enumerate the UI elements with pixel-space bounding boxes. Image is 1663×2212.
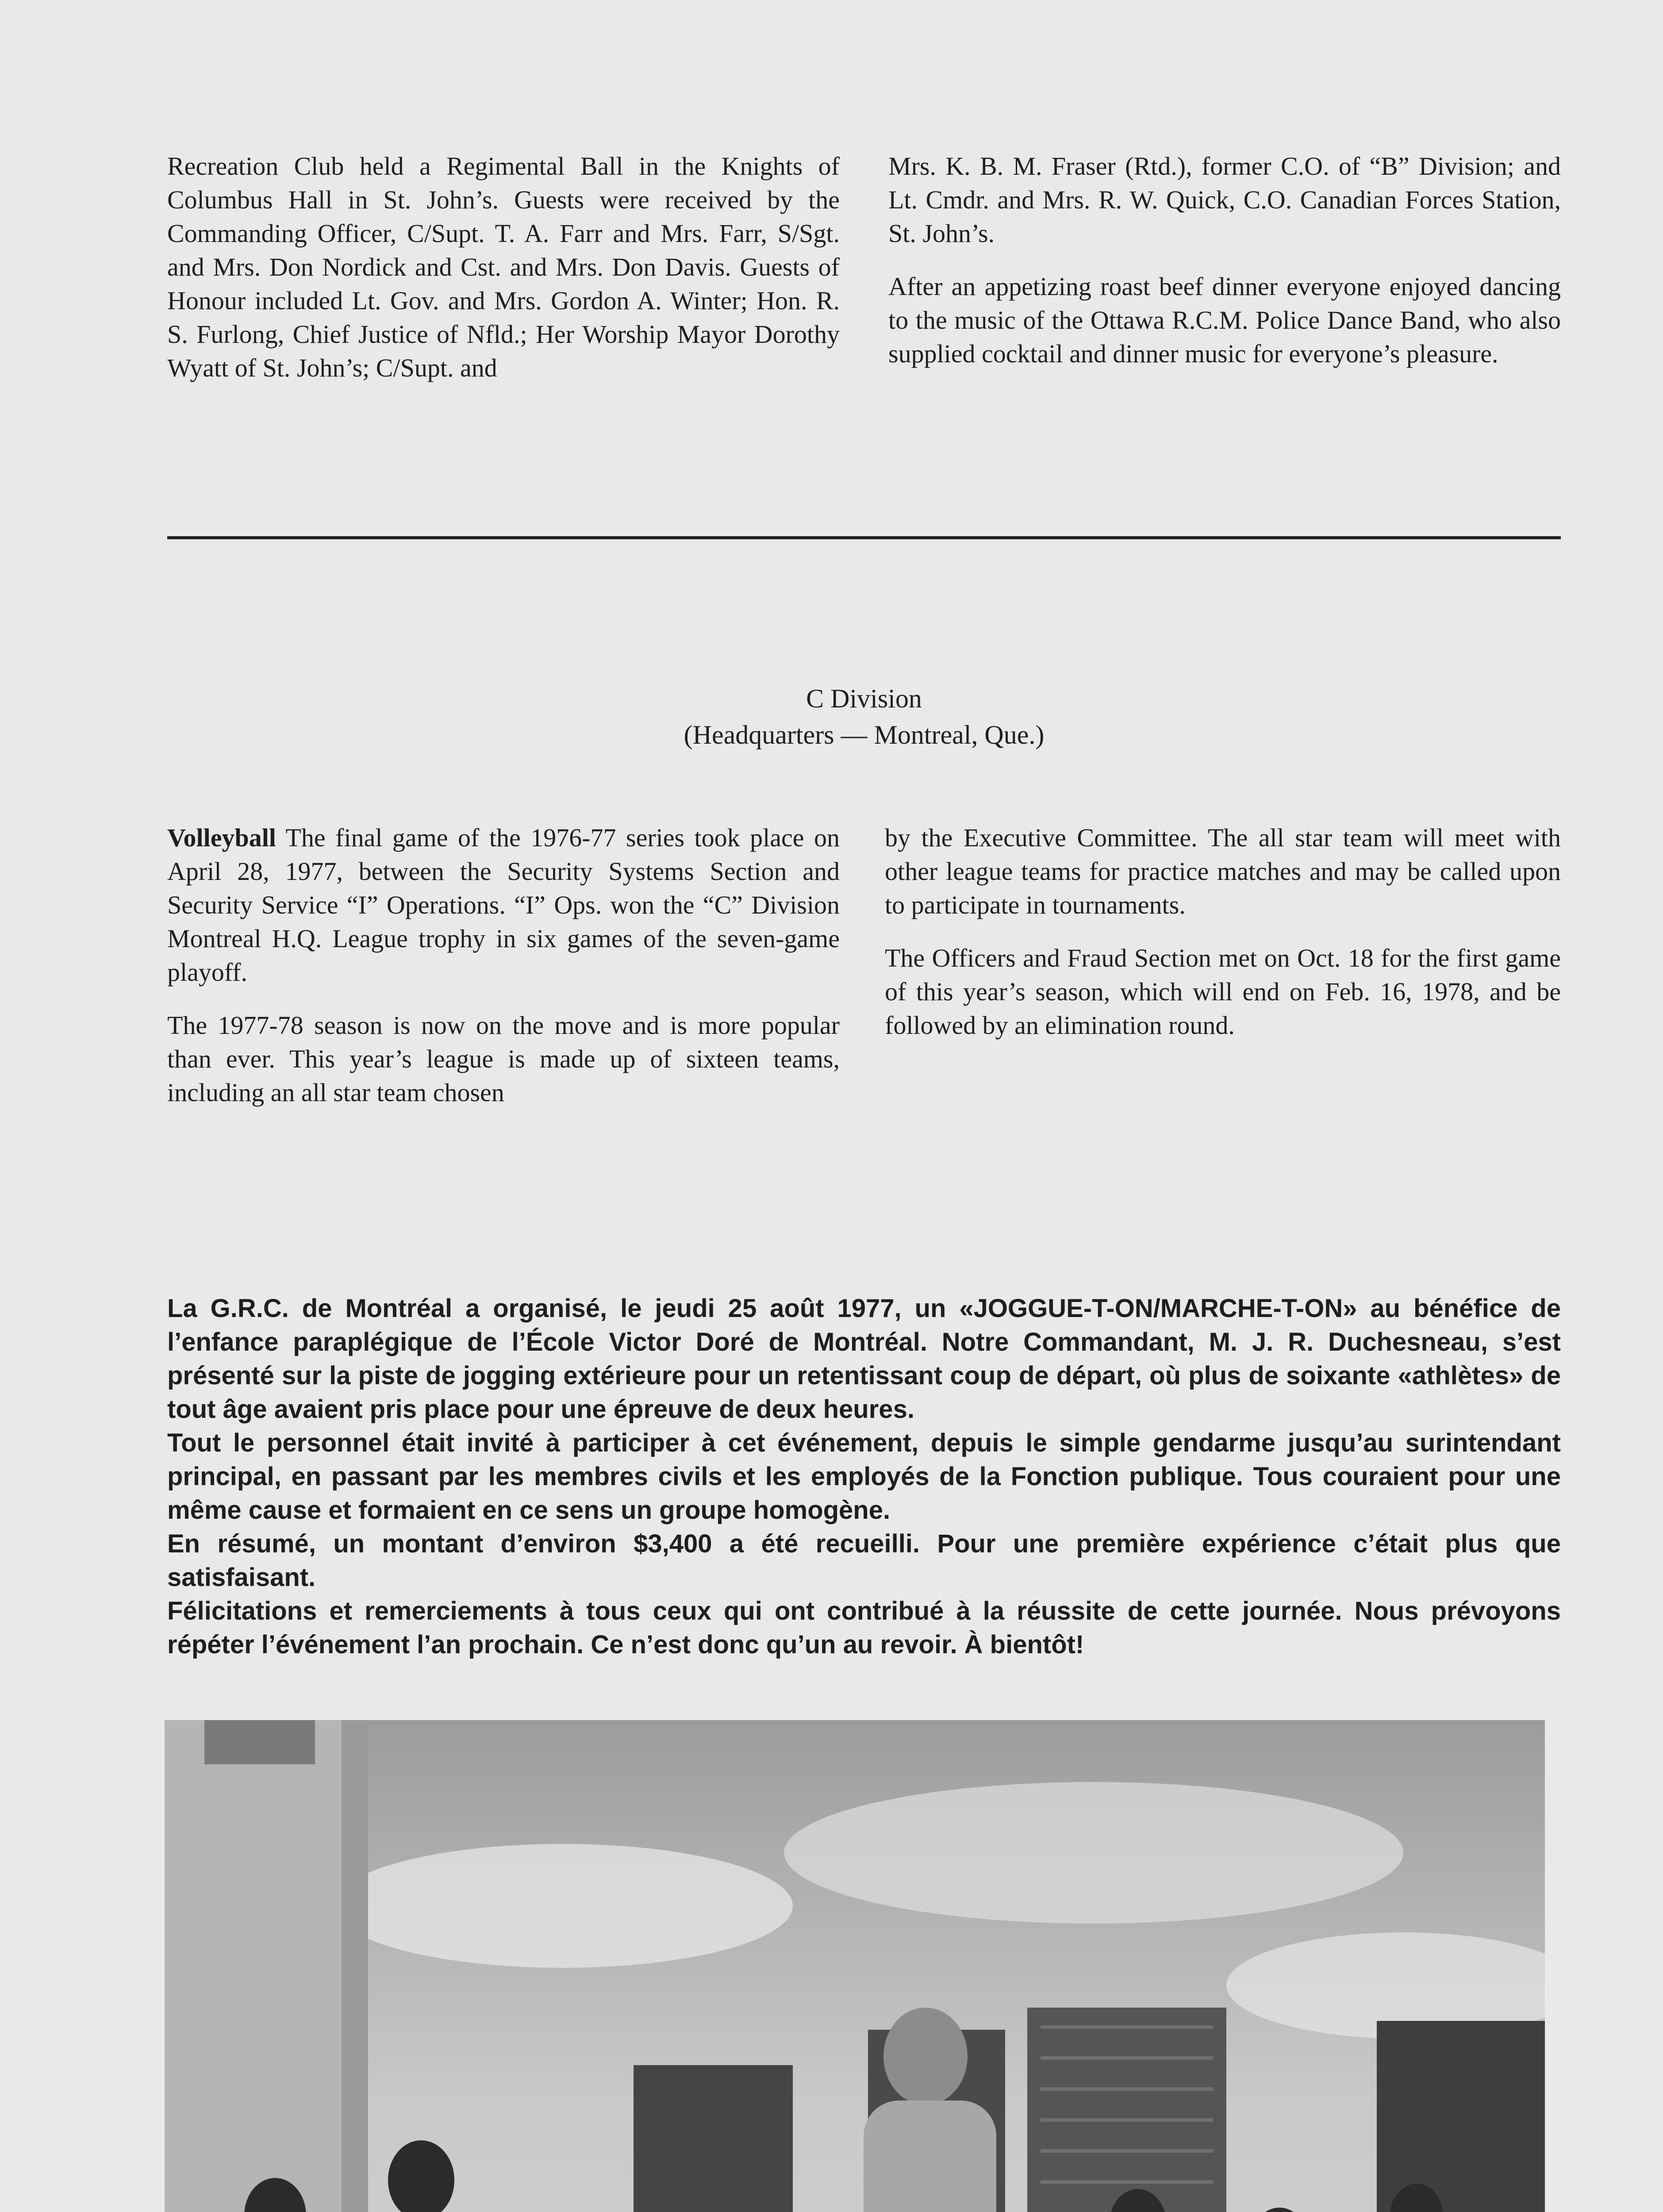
guests-continued-paragraph: Mrs. K. B. M. Fraser (Rtd.), former C.O. of “B” Division; and Lt. Cmdr. and Mrs. R. W. Quick, C.O. Canadian Forces Station, St. John’s. bbox=[888, 152, 1561, 248]
french-paragraph-3: En résumé, un montant d’environ $3,400 a été recueilli. Pour une première expérience c’était plus que satisfaisant. bbox=[167, 1529, 1561, 1592]
volleyball-right-column bbox=[885, 821, 1561, 1042]
french-paragraph-1: La G.R.C. de Montréal a organisé, le jeudi 25 août 1977, un «JOGGUE-T-ON/MARCHE-T-ON» au bénéfice de l’enfance paraplégique de l’École Victor Doré de Montréal. Notre Commandant, M. J. R. Duchesneau, s’est présenté sur la piste de jogging extérieure pour un retentissant coup de départ, où plus de soixante «athlètes» de tout âge avaient pris place pour une épreuve de deux heures. bbox=[167, 1294, 1561, 1424]
volleyball-p1-text: The final game of the 1976-77 series took place on April 28, 1977, between the Security Systems Section and Security Service “I” Operations. “I” Ops. won the “C” Division Montreal H.Q. League trophy in six games of the seven-game playoff. bbox=[167, 823, 840, 987]
dinner-dance-paragraph: After an appetizing roast beef dinner everyone enjoyed dancing to the music of the Ottawa R.C.M. Police Dance Band, who also supplied cocktail and dinner music for everyone’s pleasure. bbox=[888, 272, 1561, 368]
volleyball-paragraph-3: by the Executive Committee. The all star team will meet with other league teams for practice matches and may be called upon to participate in tournaments. bbox=[885, 823, 1561, 919]
volleyball-paragraph-4: The Officers and Fraud Section met on Oct. 18 for the first game of this year’s season, which will end on Feb. 16, 1978, and be followed by an elimination round. bbox=[885, 944, 1561, 1040]
volleyball-left-column bbox=[167, 821, 840, 1110]
regimental-ball-paragraph: Recreation Club held a Regimental Ball in the Knights of Columbus Hall in St. John’s. Guests were received by the Commanding Officer, C/Supt. T. A. Farr and Mrs. Farr, S/Sgt. and Mrs. Don Nordick and Cst. and Mrs. Don Davis. Guests of Honour included Lt. Gov. and Mrs. Gordon A. Winter; Hon. R. S. Furlong, Chief Justice of Nfld.; Her Worship Mayor Dorothy Wyatt of St. John’s; C/Supt. and bbox=[167, 152, 840, 382]
volleyball-paragraph-1 bbox=[167, 821, 840, 989]
volleyball-run-in: Volleyball bbox=[167, 823, 277, 852]
division-title: C Division bbox=[806, 684, 922, 713]
joggathon-photo bbox=[165, 1720, 1545, 2212]
volleyball-paragraph-2: The 1977-78 season is now on the move and is more popular than ever. This year’s league is made up of sixteen teams, including an all star team chosen bbox=[167, 1011, 840, 1107]
french-announcement bbox=[167, 1292, 1561, 1662]
division-heading bbox=[167, 680, 1561, 753]
division-subtitle: (Headquarters — Montreal, Que.) bbox=[684, 720, 1045, 749]
section-divider bbox=[167, 536, 1561, 539]
french-paragraph-4: Félicitations et remerciements à tous ceux qui ont contribué à la réussite de cette journée. Nous prévoyons répéter l’événement l’an prochain. Ce n’est donc qu’un au revoir. À bientôt! bbox=[167, 1597, 1561, 1659]
french-paragraph-2: Tout le personnel était invité à participer à cet événement, depuis le simple gendarme jusqu’au surintendant principal, en passant par les membres civils et les employés de la Fonction publique. Tous couraient pour une même cause et formaient en ce sens un groupe homogène. bbox=[167, 1429, 1561, 1525]
top-right-column bbox=[888, 150, 1561, 371]
top-left-column bbox=[167, 150, 840, 385]
